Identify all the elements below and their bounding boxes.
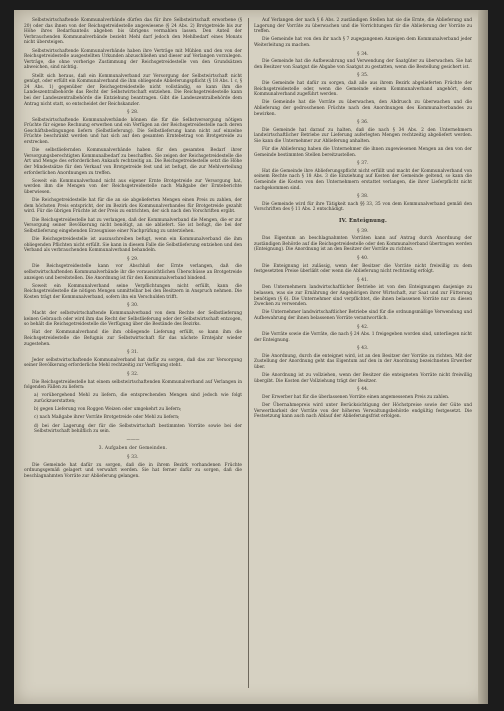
right-section-heading: § 43. [357,346,369,352]
column-divider [248,18,249,688]
right-section-heading: § 44. [357,387,369,393]
left-paragraph: Die Reichsgetreidestelle hat einem selbstwirtschaftenden Kommunalverband auf Verlangen in folgenden Fällen zu liefern: [24,379,242,391]
left-column [24,18,242,482]
left-section-heading: § 30. [127,303,139,309]
left-paragraph: Die Reichsgetreidestelle ist auszuschreiben befugt, wenn ein Kommunalverband die ihm obliegenden Pflichten nicht erfüllt. Sie kann in diesem Falle die Selbstlieferung entziehen und den Verband als verbrauchenden Kommunalverband behandeln. [24,236,242,254]
left-paragraph: Soweit ein Kommunalverband seine Verpflichtungen nicht erfüllt, kann die Reichsgetreidestelle die nötigen Mengen unmittelbar bei den Besitzern in Anspruch nehmen. Die Kosten trägt der Kommunalverband, sofern ihn ein Verschulden trifft. [24,283,242,300]
left-paragraph: Selbstwirtschaftende Kommunalverbände dürfen das für ihre Selbstwirtschaft erworbene (§ 20) oder das ihnen von der Reichsgetreidestelle angewiesene (§ 24 Abs. 2) Brotgetreide bis zur Höhe ihres Bedarfsanteils abgeben bis übrigens vermahlen lassen. Den Anteil der Verbrauchenden Kommunalverbände bezieht Mehl darf jedoch den Mehlbedarf eines Monats nicht übersteigen. [24,18,242,46]
page-edge-shadow [478,10,488,704]
right-paragraph: Die Gemeinde hat die Aufbewahrung und Verwendung der Saatgüter zu überwachen. Sie hat den Besitzer von Saatgut die Abgabe von Saatgut zu gestatten, wenn die Bestellung gesichert ist. [254,59,472,70]
right-column [254,18,472,423]
right-paragraph: Die Unternehmer landwirtschaftlicher Betriebe sind für die ordnungsmäßige Verwendung und Aufbewahrung der ihnen belassenen Vorräte verantwortlich. [254,310,472,321]
left-paragraph: Macht der selbstwirtschaftende Kommunalverband von dem Rechte der Selbstlieferung keinen Gebrauch oder wird ihm das Recht der Selbstlieferung oder der Selbstwirtschaft entzogen, so behält die Reichsgetreidestelle die Verfügung über die Bestände des Bezirks. [24,311,242,328]
right-paragraph: Die Enteignung ist zulässig, wenn der Besitzer die Vorräte nicht freiwillig zu dem festgesetzten Preise überläßt oder wenn die Ablieferung nicht rechtzeitig erfolgt. [254,263,472,275]
right-section-heading: § 34. [357,51,369,57]
right-paragraph: Die Gemeinde wird für ihre Tätigkeit nach §§ 33, 35 von dem Kommunalverband gemäß den Vorschriften des § 11 Abs. 2 entschädigt. [254,201,472,213]
right-section-heading: IV. Enteignung. [339,218,387,224]
right-section-heading: § 41. [357,277,369,283]
left-paragraph: Soweit ein Kommunalverband nicht aus eigener Ernte Brotgetreide zur Versorgung hat, werden ihm die Mengen von der Reichsgetreidestelle nach Maßgabe der Ernteberichte überwiesen. [24,178,242,195]
right-section-heading: § 39. [357,228,369,234]
right-paragraph: Das Eigentum an beschlagnahmten Vorräten kann auf Antrag durch Anordnung der zuständigen Behörde auf die Reichsgetreidestelle oder den Kommunalverband übertragen werden (Enteignung). Die Anordnung ist an den Besitzer der Vorräte zu richten. [254,236,472,253]
left-paragraph: Die selbstliefernden Kommunalverbände haben für den gesamten Bedarf ihrer Versorgungsberechtigten Kommunalbedarf zu beschaffen. Sie zeigen der Reichsgetreidestelle die Art und Menge des erforderlichen Ankaufs rechtzeitig an. Die Reichsgetreidestelle setzt die Höhe der Mindestsätze für den Verkauf von Brotgetreide fest und ist befugt, die zur Mehlverteilung erforderlichen Anordnungen zu treffen. [24,148,242,176]
left-paragraph: Stellt sich heraus, daß ein Kommunalverband zur Versorgung der Selbstwirtschaft nicht genügt, oder erfüllt ein Kommunalverband die ihm obliegende Ablieferungspflicht (§ 18 Abs. 1 c, § 24 Abs. 1) gegenüber der Reichsgetreidestelle nicht vollständig, so kann ihm die Landeszentralbehörde das Recht der Selbstwirtschaft entziehen. Die Reichsgetreidestelle kann bei der Landeszentralbehörde die Entziehung beantragen. Gibt die Landeszentralbehörde dem Antrag nicht statt, so entscheidet der Reichskanzler. [24,73,242,107]
right-paragraph: Der Übernahmepreis wird unter Berücksichtigung der Höchstpreise sowie der Güte und Verwertbarkeit der Vorräte von der höheren Verwaltungsbehörde endgültig festgesetzt. Die Festsetzung kann auch nach Ablauf der Ablieferungsfrist erfolgen. [254,403,472,420]
left-section-heading: 3. Aufgaben der Gemeinden. [98,446,168,452]
left-paragraph: Selbstwirtschaftende Kommunalverbände haben ihre Verträge mit Mühlen und den von der Reichsgetreidestelle ausgestellten Urkunden abzuschließen und dieser auf Verlangen vorzulegen. Verträge, die ohne vorherige Zustimmung der Reichsgetreidestelle von den Grundsätzen abweichen, sind nichtig. [24,48,242,71]
left-section-heading: § 28. [127,110,139,116]
left-paragraph: Die Reichsgetreidestelle hat zu verlangen, daß der Kommunalverband die Mengen, die er zur Versorgung seiner Bevölkerung nicht benötigt, an sie abliefert. Sie ist befugt, die bei der Selbstlieferung eingehenden Erzeugnisse einer Nachprüfung zu unterziehen. [24,217,242,234]
left-paragraph: Die Gemeinde hat dafür zu sorgen, daß die in ihrem Bezirk vorhandenen Früchte ordnungsgemäß gelagert und verwahrt werden. Sie hat ferner dafür zu sorgen, daß die beschlagnahmten Vorräte zur Ablieferung gelangen. [24,462,242,479]
left-paragraph: Selbstwirtschaftende Kommunalverbände können die für die Selbstversorgung nötigen Früchte für eigene Rechnung erwerben und ein Verfügen an der Reichsgetreidestelle nach deren Geschäftsbedingungen liefern (Selbstlieferung). Die Selbstlieferung kann nicht auf einzelne Früchte beschränkt werden und hat sich auf den gesamten Erntebetrag von Brotgetreide zu erstrecken. [24,117,242,146]
left-list-item: b) gegen Lieferung von Roggen Weizen oder umgekehrt zu liefern; [34,407,182,413]
right-paragraph: Auf Verlangen der nach § 6 Abs. 2 zuständigen Stellen hat sie die Ernte, die Ablieferung und Lagerung der Vorräte zu überwachen und die Vorrichtungen für die Ablieferung der Vorräte zu treffen. [254,18,472,35]
left-separator: ——— [126,437,140,443]
right-paragraph: Die Gemeinde hat darauf zu halten, daß die nach § 34 Abs. 2 den Unternehmern landwirtschaftlicher Betriebe zur Lieferung auferlegten Mengen rechtzeitig abgeliefert werden. Sie kann die Unternehmer zur Ablieferung anhalten. [254,127,472,144]
right-paragraph: Für die Ablieferung haben die Unternehmer die ihnen zugewiesenen Mengen an den von der Gemeinde bestimmten Stellen bereitzustellen. [254,147,472,158]
left-paragraph: Hat der Kommunalverband die ihm obliegende Lieferung erfüllt, so kann ihm die Reichsgetreidestelle die Befugnis zur Selbstwirtschaft für das nächste Erntejahr wieder zugestehen. [24,330,242,347]
right-section-heading: § 35. [357,73,369,79]
right-paragraph: Die Anordnung, durch die enteignet wird, ist an den Besitzer der Vorräte zu richten. Mit der Zustellung der Anordnung geht das Eigentum auf den in der Anordnung bezeichneten Erwerber über. [254,353,472,371]
right-paragraph: Die Anordnung ist zu vollziehen, wenn der Besitzer die enteigneten Vorräte nicht freiwillig übergibt. Die Kosten der Vollziehung trägt der Besitzer. [254,373,472,384]
left-section-heading: § 32. [127,372,139,377]
left-section-heading: § 33. [127,454,139,460]
right-paragraph: Die Gemeinde hat dafür zu sorgen, daß alle aus ihrem Bezirk abgelieferten Früchte der Reichsgetreidestelle oder, wenn die Gemeinde einem Kommunalverband angehört, dem Kommunalverband zugeführt werden. [254,80,472,98]
left-section-heading: § 31. [127,350,139,356]
left-section-heading: § 29. [127,256,139,262]
left-paragraph: Die Reichsgetreidestelle hat für die an sie abgelieferten Mengen einen Preis zu zahlen, der dem höchsten Preis entspricht, der im Bezirk des Kommunalverbandes für Brotgetreide gezahlt wird. Für die übrigen Früchte ist der Preis zu entrichten, der sich nach den Vorschriften ergibt. [24,198,242,215]
left-list-item: d) bei der Lagerung der für die Selbstwirtschaft bestimmten Vorräte sowie bei der Selbstwirtschaft behilflich zu sein. [34,423,242,435]
right-paragraph: Die Gemeinde hat die Vorräte zu überwachen, den Abdrusch zu überwachen und die Ablieferung der gedroschenen Früchte nach den Anordnungen des Kommunalverbandes zu bewirken. [254,100,472,117]
right-paragraph: Den Unternehmern landwirtschaftlicher Betriebe ist von den Enteignungen dasjenige zu belassen, was sie zur Ernährung der Angehörigen ihrer Wirtschaft, zur Saat und zur Fütterung benötigen (§ 6). Die Unternehmer sind verpflichtet, die ihnen belassenen Vorräte nur zu diesen Zwecken zu verwenden. [254,285,472,308]
left-list-item: c) nach Maßgabe ihrer Vorräte Brotgetreide oder Mehl zu liefern; [34,415,180,421]
right-section-heading: § 38. [357,194,369,200]
right-section-heading: § 37. [357,161,369,167]
newspaper-page [14,10,488,704]
right-section-heading: § 42. [357,324,369,330]
right-section-heading: § 40. [357,255,369,261]
right-paragraph: Hat die Gemeinde ihre Ablieferungspflicht nicht erfüllt und macht der Kommunalverband von seinem Rechte nach § 18 Abs. 3 die Einziehung auf Kosten der Gemeinde geltend, so kann die Gemeinde die Kosten von den Unternehmern erstattet verlangen, die ihrer Lieferpflicht nicht nachgekommen sind. [254,168,472,191]
left-paragraph: Die Reichsgetreidestelle kann vor Abschluß der Ernte verlangen, daß die selbstwirtschaftenden Kommunalverbände ihr die voraussichtlichen Überschüsse an Brotgetreide anzeigen und bereitstellen. Die Anordnung ist für den Kommunalverband bindend. [24,264,242,281]
right-section-heading: § 36. [357,120,369,126]
right-paragraph: Die Vorräte sowie die Vorräte, die nach § 24 Abs. 1 freigegeben worden sind, unterliegen nicht der Enteignung. [254,332,472,343]
left-list-item: a) vorübergehend Mehl zu liefern, die entsprechenden Mengen sind jedoch wie folgt zurückzuerstatten; [34,393,242,404]
right-paragraph: Die Gemeinde hat von den ihr nach § 7 zugegangenen Anzeigen dem Kommunalverband jeder Weiterleitung zu machen. [254,37,472,48]
right-paragraph: Der Erwerber hat für die überlassenen Vorräte einen angemessenen Preis zu zahlen. [262,395,450,401]
left-paragraph: Jeder selbstwirtschaftende Kommunalverband hat dafür zu sorgen, daß das zur Versorgung seiner Bevölkerung erforderliche Mehl rechtzeitig zur Verfügung steht. [24,357,242,369]
